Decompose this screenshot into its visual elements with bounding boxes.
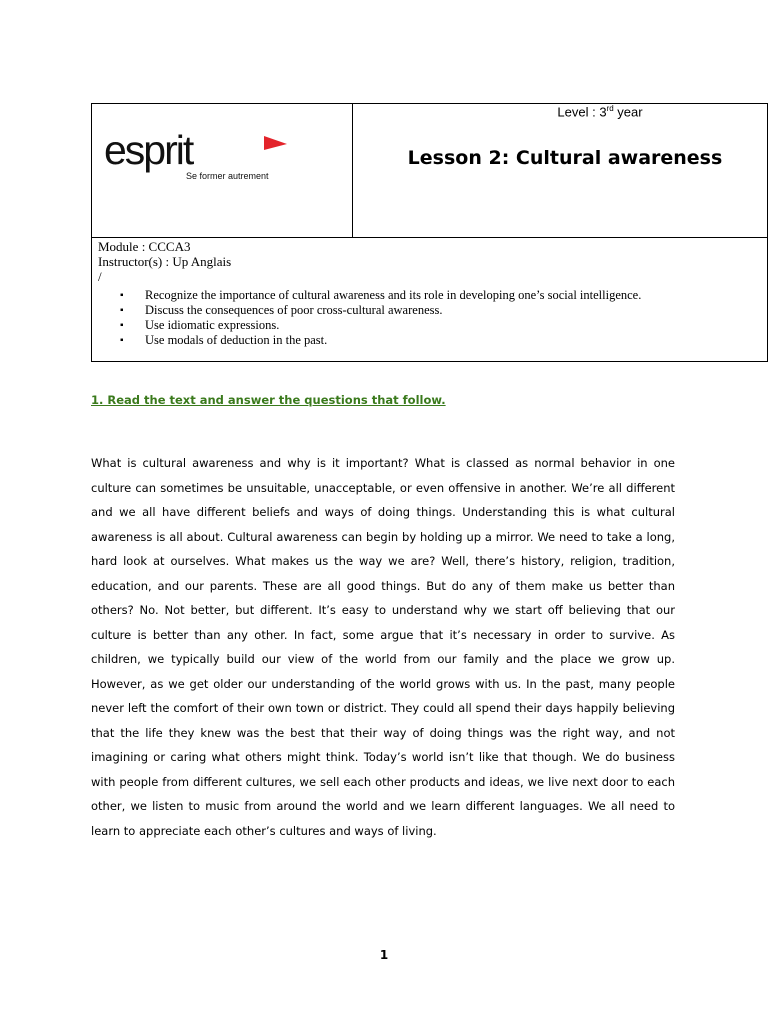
objective-item: ▪ Discuss the consequences of poor cross-cultural awareness. — [120, 303, 641, 318]
logo-wordmark: esprit — [104, 130, 193, 173]
objectives-list — [120, 288, 641, 348]
reading-passage: What is cultural awareness and why is it important? What is classed as normal behavior in one culture can sometimes be unsuitable, unacceptable, or even offensive in another. We’re all different and we all have different beliefs and ways of doing things. Understanding this is what cultural awareness is all about. Cultural awareness can begin by holding up a mirror. We need to take a long, hard look at ourselves. What makes us the way we are? Well, there’s history, religion, tradition, education, and our parents. These are all good things. But do any of them make us better than others? No. Not better, but different. It’s easy to understand why we start off believing that our culture is better than any other. In fact, some argue that it’s necessary in order to survive. As children, we typically build our view of the world from our family and the place we grow up. However, as we get older our understanding of the world grows with us. In the past, many people never left the comfort of their own town or district. They could all spend their days happily believing that the life they knew was the best that their way of doing things was the right way, and not imagining or caring what others might think. Today’s world isn’t like that though. We do business with people from different cultures, we sell each other products and ideas, we live next door to each other, we listen to music from around the world and we learn different languages. We all need to learn to appreciate each other’s cultures and ways of living. — [91, 456, 675, 838]
module-label: Module : CCCA3 — [98, 239, 191, 254]
question-heading: 1. Read the text and answer the questions that follow. — [91, 393, 446, 407]
page-number: 1 — [379, 948, 389, 962]
info-cell — [92, 238, 767, 361]
slash-mark: / — [98, 269, 102, 284]
title-cell — [353, 104, 767, 238]
objective-item: ▪ Use modals of deduction in the past. — [120, 333, 641, 348]
lesson-header-table — [91, 103, 768, 362]
esprit-logo — [104, 130, 294, 190]
logo-cell — [92, 104, 353, 238]
logo-flag-icon — [264, 136, 287, 150]
objective-item: ▪ Recognize the importance of cultural awareness and its role in developing one’s social intelligence. — [120, 288, 641, 303]
instructor-label: Instructor(s) : Up Anglais — [98, 254, 232, 269]
objective-item: ▪ Use idiomatic expressions. — [120, 318, 641, 333]
logo-tagline: Se former autrement — [186, 171, 269, 181]
level-label: Level : 3rd year — [557, 104, 643, 120]
lesson-title: Lesson 2: Cultural awareness — [407, 147, 723, 169]
